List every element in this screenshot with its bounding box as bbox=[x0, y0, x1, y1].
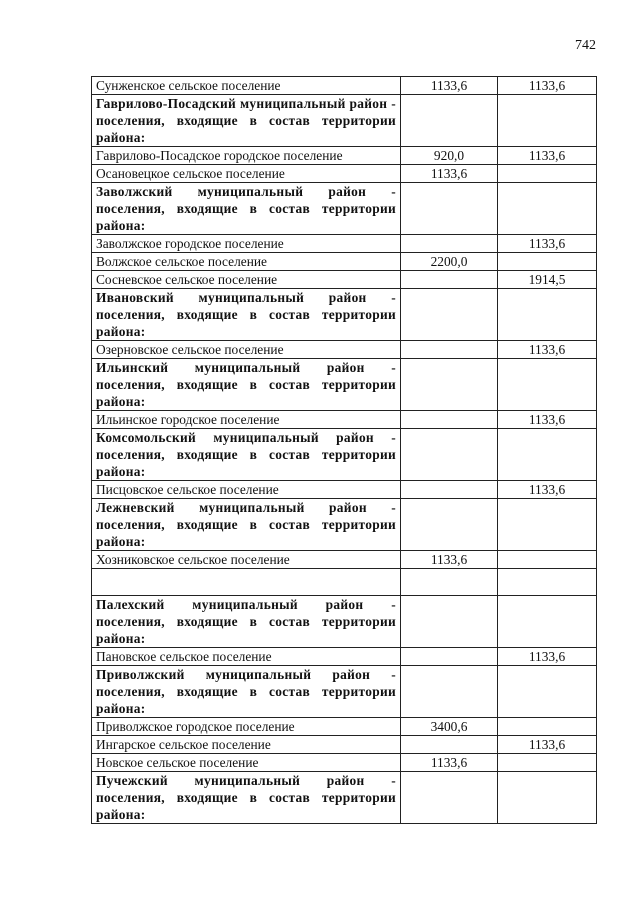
value-cell-col3: 1133,6 bbox=[498, 341, 597, 359]
district-header-cell: Палехский муниципальный район - поселения, входящие в состав территории района: bbox=[92, 596, 401, 648]
value-cell-col2 bbox=[401, 499, 498, 551]
value-cell-col2 bbox=[401, 429, 498, 481]
district-header-cell: Заволжский муниципальный район - поселения, входящие в состав территории района: bbox=[92, 183, 401, 235]
value-cell-col2: 1133,6 bbox=[401, 165, 498, 183]
value-cell-col3: 1133,6 bbox=[498, 411, 597, 429]
table-row bbox=[92, 341, 597, 359]
value-cell-col3 bbox=[498, 499, 597, 551]
settlement-name-cell: Новское сельское поселение bbox=[92, 754, 401, 772]
value-cell-col2 bbox=[401, 772, 498, 824]
table-row bbox=[92, 736, 597, 754]
value-cell-col3 bbox=[498, 718, 597, 736]
settlement-name-cell: Волжское сельское поселение bbox=[92, 253, 401, 271]
settlement-name-cell: Приволжское городское поселение bbox=[92, 718, 401, 736]
value-cell-col2 bbox=[401, 95, 498, 147]
value-cell-col3: 1133,6 bbox=[498, 736, 597, 754]
district-header-cell: Ильинский муниципальный район - поселения, входящие в состав территории района: bbox=[92, 359, 401, 411]
value-cell-col3: 1133,6 bbox=[498, 77, 597, 95]
value-cell-col3 bbox=[498, 95, 597, 147]
value-cell-col3: 1914,5 bbox=[498, 271, 597, 289]
district-header-cell: Лежневский муниципальный район - поселения, входящие в состав территории района: bbox=[92, 499, 401, 551]
value-cell-col3 bbox=[498, 754, 597, 772]
value-cell-col3 bbox=[498, 569, 597, 596]
settlements-table bbox=[91, 76, 597, 824]
table-row bbox=[92, 271, 597, 289]
district-header-row bbox=[92, 429, 597, 481]
value-cell-col3 bbox=[498, 772, 597, 824]
settlement-name-cell: Сунженское сельское поселение bbox=[92, 77, 401, 95]
district-header-row bbox=[92, 183, 597, 235]
value-cell-col3 bbox=[498, 359, 597, 411]
value-cell-col2: 920,0 bbox=[401, 147, 498, 165]
value-cell-col2 bbox=[401, 481, 498, 499]
table-row bbox=[92, 165, 597, 183]
table-row bbox=[92, 235, 597, 253]
settlement-name-cell: Сосневское сельское поселение bbox=[92, 271, 401, 289]
settlement-name-cell: Пановское сельское поселение bbox=[92, 648, 401, 666]
value-cell-col3: 1133,6 bbox=[498, 648, 597, 666]
value-cell-col2: 1133,6 bbox=[401, 551, 498, 569]
settlement-name-cell: Озерновское сельское поселение bbox=[92, 341, 401, 359]
district-header-cell: Гаврилово-Посадский муниципальный район - поселения, входящие в состав территории района: bbox=[92, 95, 401, 147]
value-cell-col2 bbox=[401, 271, 498, 289]
settlement-name-cell: Гаврилово-Посадское городское поселение bbox=[92, 147, 401, 165]
value-cell-col3 bbox=[498, 165, 597, 183]
table-row bbox=[92, 77, 597, 95]
value-cell-col2 bbox=[401, 289, 498, 341]
value-cell-col3 bbox=[498, 429, 597, 481]
value-cell-col3: 1133,6 bbox=[498, 147, 597, 165]
settlement-name-cell: Ингарское сельское поселение bbox=[92, 736, 401, 754]
district-header-row bbox=[92, 666, 597, 718]
table-row bbox=[92, 648, 597, 666]
settlement-name-cell: Осановецкое сельское поселение bbox=[92, 165, 401, 183]
settlement-name-cell: Заволжское городское поселение bbox=[92, 235, 401, 253]
district-header-cell: Комсомольский муниципальный район - поселения, входящие в состав территории района: bbox=[92, 429, 401, 481]
value-cell-col3: 1133,6 bbox=[498, 235, 597, 253]
table-body bbox=[92, 77, 597, 824]
value-cell-col3: 1133,6 bbox=[498, 481, 597, 499]
settlement-name-cell: Хозниковское сельское поселение bbox=[92, 551, 401, 569]
district-header-row bbox=[92, 289, 597, 341]
value-cell-col2: 3400,6 bbox=[401, 718, 498, 736]
value-cell-col2: 2200,0 bbox=[401, 253, 498, 271]
value-cell-col2 bbox=[401, 569, 498, 596]
settlement-name-cell: Писцовское сельское поселение bbox=[92, 481, 401, 499]
district-header-cell: Пучежский муниципальный район - поселения, входящие в состав территории района: bbox=[92, 772, 401, 824]
value-cell-col3 bbox=[498, 596, 597, 648]
district-header-cell: Приволжский муниципальный район - поселения, входящие в состав территории района: bbox=[92, 666, 401, 718]
value-cell-col2 bbox=[401, 411, 498, 429]
settlement-name-cell bbox=[92, 569, 401, 596]
value-cell-col3 bbox=[498, 183, 597, 235]
table-row bbox=[92, 718, 597, 736]
value-cell-col2: 1133,6 bbox=[401, 77, 498, 95]
value-cell-col3 bbox=[498, 551, 597, 569]
value-cell-col2 bbox=[401, 648, 498, 666]
district-header-row bbox=[92, 772, 597, 824]
value-cell-col2 bbox=[401, 359, 498, 411]
district-header-row bbox=[92, 596, 597, 648]
table-row bbox=[92, 754, 597, 772]
value-cell-col3 bbox=[498, 289, 597, 341]
table-row bbox=[92, 147, 597, 165]
table-row bbox=[92, 253, 597, 271]
value-cell-col2 bbox=[401, 736, 498, 754]
value-cell-col2 bbox=[401, 596, 498, 648]
value-cell-col3 bbox=[498, 666, 597, 718]
district-header-row bbox=[92, 359, 597, 411]
value-cell-col2 bbox=[401, 235, 498, 253]
district-header-row bbox=[92, 499, 597, 551]
district-header-row bbox=[92, 95, 597, 147]
value-cell-col2: 1133,6 bbox=[401, 754, 498, 772]
value-cell-col2 bbox=[401, 341, 498, 359]
table-row bbox=[92, 551, 597, 569]
table-row bbox=[92, 411, 597, 429]
page-number: 742 bbox=[575, 38, 596, 53]
settlement-name-cell: Ильинское городское поселение bbox=[92, 411, 401, 429]
table-row bbox=[92, 481, 597, 499]
district-header-cell: Ивановский муниципальный район - поселения, входящие в состав территории района: bbox=[92, 289, 401, 341]
value-cell-col2 bbox=[401, 183, 498, 235]
value-cell-col2 bbox=[401, 666, 498, 718]
value-cell-col3 bbox=[498, 253, 597, 271]
spacer-row bbox=[92, 569, 597, 596]
